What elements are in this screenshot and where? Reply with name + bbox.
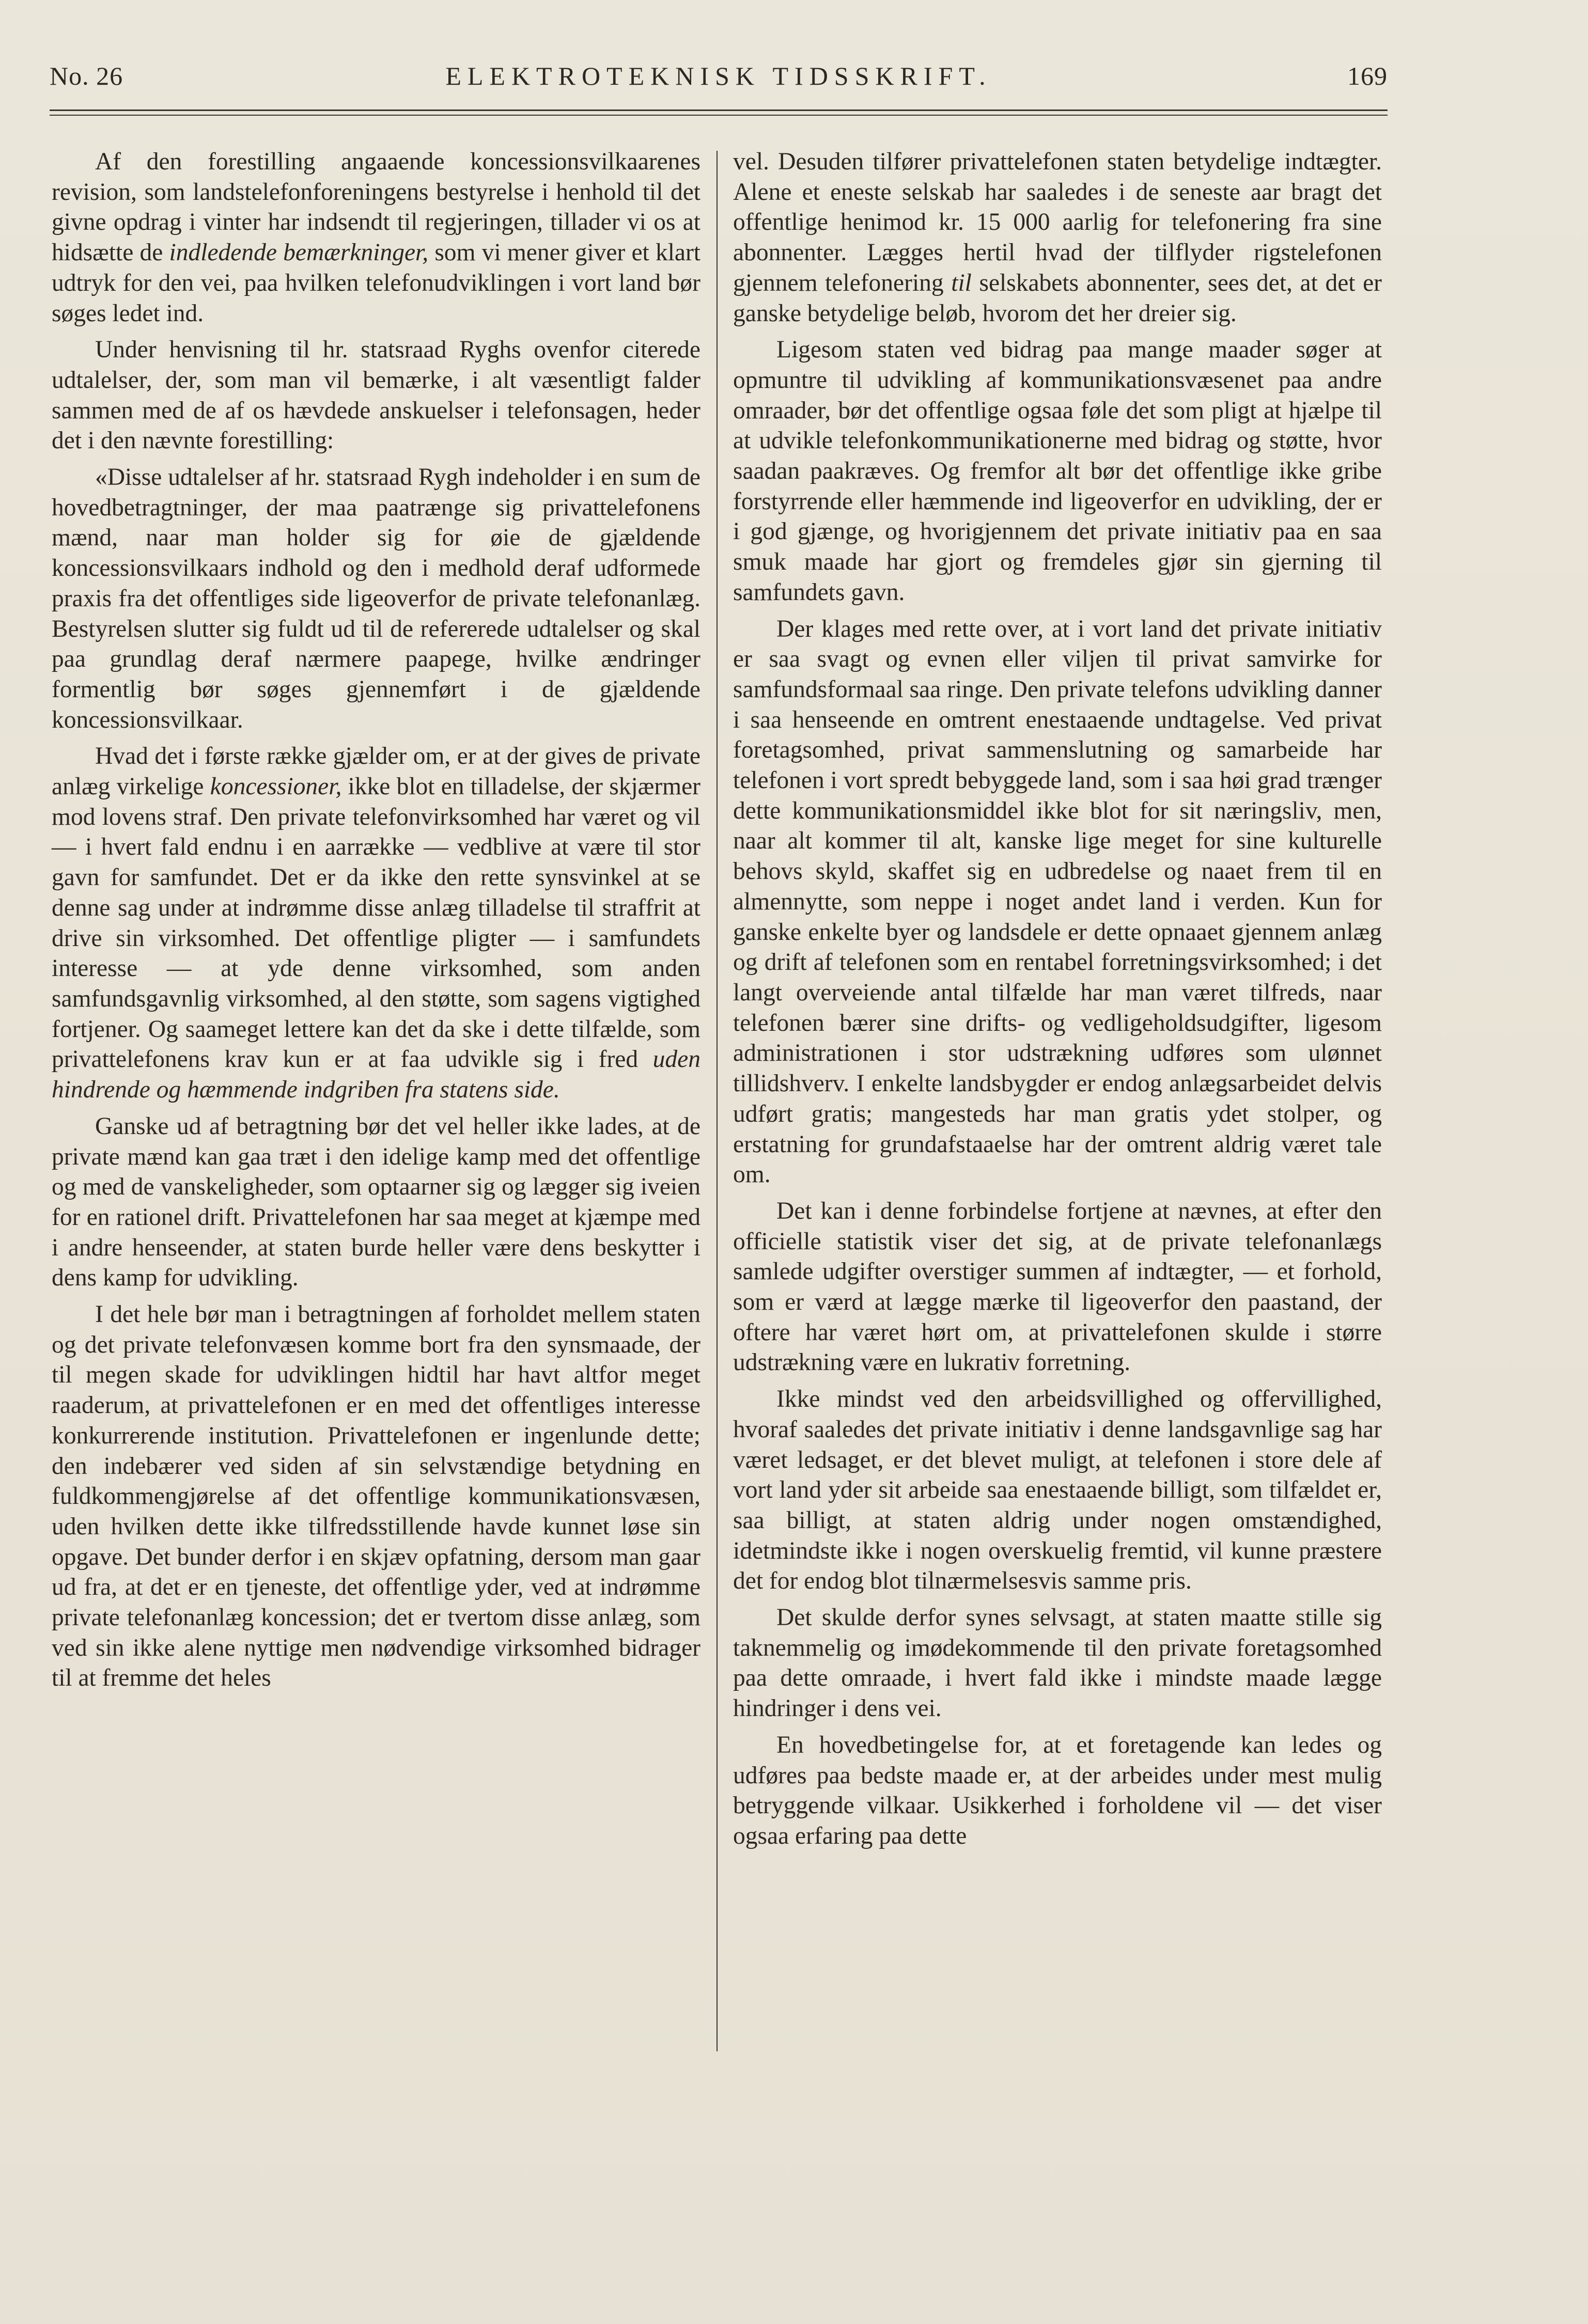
paragraph-text: Hvad det i første række gjælder om, er at der gives de private anlæg virkelige (52, 743, 700, 800)
header-rule-bottom (50, 115, 1388, 116)
paragraph-text: «Disse udtalelser af hr. statsraad Rygh indeholder i en sum de hovedbetragtninger, der maa paatrænge sig privattelefonens mænd, naar man holder sig for øie de gjældende koncessionsvilkaars indhold og den i medhold deraf udformede praxis fra det offentliges side ligeoverfor de private telefonanlæg. Bestyrelsen slutter sig fuldt ud til de refererede udtalelser og skal paa grundlag deraf nærmere paapege, hvilke ændringer formentlig bør søges gjennemført i de gjældende koncessionsvilkaar. (52, 464, 700, 733)
paragraph (52, 147, 700, 328)
paragraph-text: Ligesom staten ved bidrag paa mange maader søger at opmuntre til udvikling af kommunikationsvæsenet paa andre omraader, bør det offentlige ogsaa føle det som pligt at hjælpe til at udvikle telefonkommunikationerne med bidrag og støtte, hvor saadan paakræves. Og fremfor alt bør det offentlige ikke gribe forstyrrende eller hæmmende ind ligeoverfor en udvikling, der er i god gjænge, og hvorigjennem det private initiativ paa en saa smuk maade har gjort og fremdeles gjør sin gjerning til samfundets gavn. (733, 336, 1382, 606)
issue-number: No. 26 (50, 61, 123, 90)
page-header (50, 61, 1388, 97)
paragraph-text: Under henvisning til hr. statsraad Ryghs ovenfor citerede udtalelser, der, som man vil bemærke, i alt væsentligt falder sammen med de af os hævdede anskuelser i telefonsagen, heder det i den nævnte forestilling: (52, 336, 700, 454)
journal-title: ELEKTROTEKNISK TIDSSKRIFT. (445, 61, 992, 90)
paragraph (52, 741, 700, 1105)
paragraph-text: selskabets abonnenter, sees det, at det er ganske betydelige beløb, hvorom det her dreier sig. (733, 269, 1382, 327)
paragraph (733, 1603, 1382, 1724)
paragraph (52, 462, 700, 735)
page-number: 169 (1347, 61, 1388, 90)
paragraph-text: Der klages med rette over, at i vort land det private initiativ er saa svagt og evnen eller viljen til privat samvirke for samfundsformaal saa ringe. Den private telefons udvikling danner i saa henseende en omtrent enestaaende undtagelse. Ved privat foretagsomhed, privat sammenslutning og samarbeide har telefonen i vort spredt bebyggede land, som i saa høi grad trænger dette kommunikationsmiddel ikke blot for sit næringsliv, men, naar alt kommer til alt, kanske lige meget for sine kulturelle behovs skyld, skaffet sig en udbredelse og naaet frem til en almennytte, som neppe i noget andet land i verden. Kun for ganske enkelte byer og landsdele er dette opnaaet gjennem anlæg og drift af telefonen som en rentabel forretningsvirksomhed; i det langt overveiende antal tilfælde har man været tilfreds, naar telefonen bærer sine drifts- og vedligeholdsudgifter, ligesom administrationen i stor udstrækning udføres som ulønnet tillidshverv. I enkelte landsbygder er endog anlægsarbeidet delvis udført gratis; mangesteds har man gratis ydet stolper, og erstatning for grundafstaaelse har der omtrent aldrig været tale om. (733, 615, 1382, 1188)
paragraph-text: Det kan i denne forbindelse fortjene at nævnes, at efter den officielle statistik viser det sig, at de private telefonanlægs samlede udgifter overstiger summen af indtægter, — et forhold, som er værd at lægge mærke til ligeoverfor den paastand, der oftere har været hørt om, at privattelefonen skulde i større udstrækning være en lukrativ forretning. (733, 1197, 1382, 1376)
paragraph-text: ikke blot en tilladelse, der skjærmer mod lovens straf. Den private telefonvirksomhed har været og vil — i hvert fald endnu i en aarrække — vedblive at være til stor gavn for samfundet. Det er da ikke den rette synsvinkel at se denne sag under at indrømme disse anlæg tilladelse til straffrit at drive sin virksomhed. Det offentlige pligter — i samfundets interesse — at yde denne virksomhed, som anden samfundsgavnlig virksomhed, al den støtte, som sagens vigtighed fortjener. Og saameget lettere kan det da ske i dette tilfælde, som privattelefonens krav kun er at faa udvikle sig i fred (52, 773, 700, 1073)
left-column (52, 147, 700, 1693)
paragraph-text: Ikke mindst ved den arbeidsvillighed og offervillighed, hvoraf saaledes det private initiativ i denne landsgavnlige sag har været ledsaget, er det blevet muligt, at telefonen i store dele af vort land yder sit arbeide saa enestaaende billigt, som tilfældet er, saa billigt, at staten aldrig under nogen omstændighed, idetmindste ikke i nogen overskuelig fremtid, vil kunne præstere det for endog blot tilnærmelsesvis samme pris. (733, 1386, 1382, 1595)
header-rule-top (50, 109, 1388, 111)
paragraph (52, 1299, 700, 1693)
paragraph (733, 614, 1382, 1190)
column-divider (717, 151, 718, 2051)
paragraph (733, 1196, 1382, 1378)
paragraph-text: Det skulde derfor synes selvsagt, at staten maatte stille sig taknemmelig og imødekommende til den private foretagsomhed paa dette omraade, i hvert fald ikke i mindste maade lægge hindringer i dens vei. (733, 1604, 1382, 1722)
emphasized-text: koncessioner, (210, 773, 342, 800)
paragraph (733, 1384, 1382, 1596)
right-column (733, 147, 1382, 1851)
paragraph (733, 335, 1382, 607)
paragraph-text: I det hele bør man i betragtningen af forholdet mellem staten og det private telefonvæsen komme bort fra den synsmaade, der til megen skade for udviklingen hidtil har havt altfor meget raaderum, at privattelefonen er en med det offentliges interesse konkurrerende institution. Privattelefonen er ingenlunde dette; den indebærer ved siden af sin selvstændige betydning en fuldkommengjørelse af det offentlige kommunikationsvæsen, uden hvilken dette ikke tilfredsstillende havde kunnet løse sin opgave. Det bunder derfor i en skjæv opfatning, dersom man gaar ud fra, at det er en tjeneste, det offentlige yder, ved at indrømme private telefonanlæg koncession; det er tvertom disse anlæg, som ved sin ikke alene nyttige men nødvendige virksomhed bidrager til at fremme det heles (52, 1301, 700, 1692)
paragraph-text: Af den forestilling angaaende koncessionsvilkaarenes revision, som landstelefonforeningens bestyrelse i henhold til det givne opdrag i vinter har indsendt til regjeringen, tillader vi os at hidsætte de (52, 148, 700, 266)
paragraph-text: vel. Desuden tilfører privattelefonen staten betydelige indtægter. Alene et eneste selskab har saaledes i de seneste aar bragt det offentlige henimod kr. 15 000 aarlig for telefonering fra sine abonnenter. Lægges hertil hvad der tilflyder rigstelefonen gjennem telefonering (733, 148, 1382, 296)
emphasized-text: til (951, 269, 972, 296)
paragraph (52, 335, 700, 456)
paragraph (733, 1730, 1382, 1851)
paragraph-text: En hovedbetingelse for, at et foretagende kan ledes og udføres paa bedste maade er, at der arbeides under mest mulig betryggende vilkaar. Usikkerhed i forholdene vil — det viser ogsaa erfaring paa dette (733, 1731, 1382, 1849)
paragraph (52, 1111, 700, 1293)
paragraph-text: som vi mener giver et klart udtryk for den vei, paa hvilken telefonudviklingen i vort land bør søges ledet ind. (52, 239, 700, 327)
paragraph (733, 147, 1382, 328)
emphasized-text: indledende bemærkninger, (169, 239, 429, 266)
emphasized-text: uden hindrende og hæmmende indgriben fra statens side. (52, 1046, 700, 1104)
paragraph-text: Ganske ud af betragtning bør det vel heller ikke lades, at de private mænd kan gaa træt i den idelige kamp med det offentlige og med de vanskeligheder, som optaarner sig og lægger sig iveien for en rationel drift. Privattelefonen har saa meget at kjæmpe med i andre henseender, at staten burde heller være dens beskytter i dens kamp for udvikling. (52, 1112, 700, 1292)
